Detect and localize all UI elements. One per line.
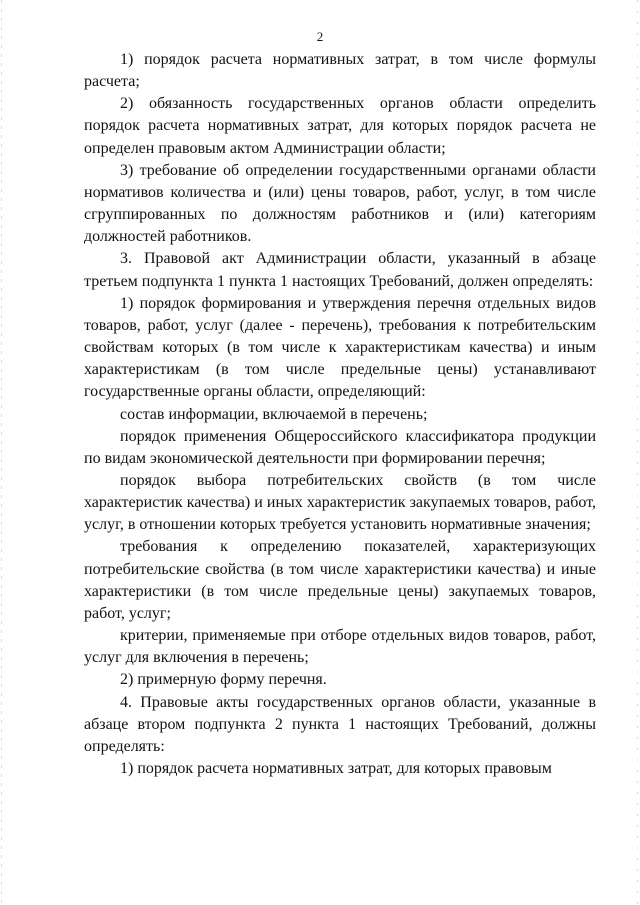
paragraph-12: 4. Правовые акты государственных органов области, указанные в абзаце втором подпункта 2 пункта 1 настоящих Требований, должны определять: [84, 693, 596, 755]
document-body [84, 49, 596, 780]
scan-edge-right [637, 0, 638, 905]
paragraph-6: состав информации, включаемой в перечень; [120, 405, 428, 423]
paragraph-7: порядок применения Общероссийского классификатора продукции по видам экономической деятельности при формировании перечня; [84, 427, 596, 467]
paragraph-1: 1) порядок расчета нормативных затрат, в том числе формулы расчета; [84, 51, 596, 91]
page-number: 2 [316, 29, 324, 44]
paragraph-11: 2) примерную форму перечня. [120, 671, 327, 689]
paragraph-2: 2) обязанность государственных органов области определить порядок расчета нормативных затрат, для которых порядок расчета не определен правовым актом Администрации области; [84, 95, 596, 157]
paragraph-13: 1) порядок расчета нормативных затрат, для которых правовым [120, 760, 552, 777]
paragraph-10: критерии, применяемые при отборе отдельных видов товаров, работ, услуг для включения в перечень; [84, 627, 596, 667]
paragraph-5: 1) порядок формирования и утверждения перечня отдельных видов товаров, работ, услуг (далее - перечень), требования к потребительским свойствам которых (в том числе к характеристикам качества) и иным характеристикам (в том числе предельные цены) устанавливают государственные органы области, определяющий: [84, 294, 596, 401]
paragraph-3: 3) требование об определении государственными органами области нормативов количества и (или) цены товаров, работ, услуг, в том числе сгруппированных по должностям работников и (или) категориям должностей работников. [84, 161, 596, 246]
paragraph-4: 3. Правовой акт Администрации области, указанный в абзаце третьем подпункта 1 пункта 1 настоящих Требований, должен определять: [84, 250, 596, 290]
paragraph-8: порядок выбора потребительских свойств (в том числе характеристик качества) и иных характеристик закупаемых товаров, работ, услуг, в отношении которых требуется установить нормативные значения; [84, 471, 596, 534]
paragraph-9: требования к определению показателей, характеризующих потребительские свойства (в том числе характеристики качества) и иные характеристики (в том числе предельные цены) закупаемых товаров, работ, услуг; [84, 538, 596, 622]
scan-edge-left [1, 0, 2, 905]
